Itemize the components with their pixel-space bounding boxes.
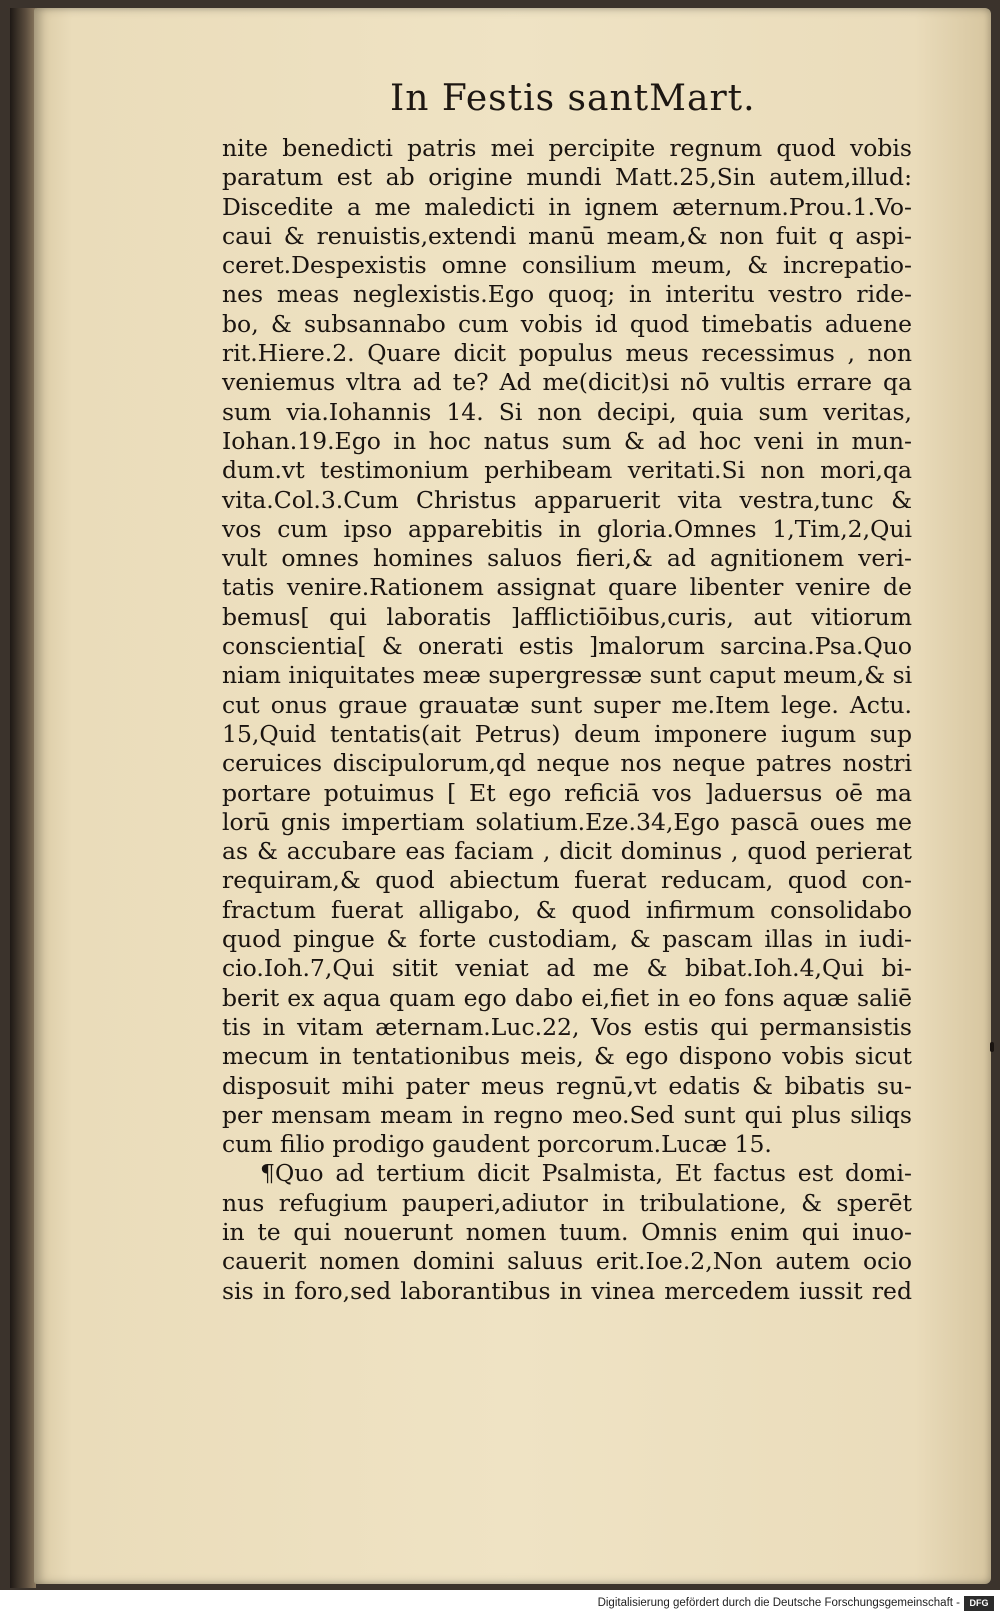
- text-line: 15,Quid tentatis(ait Petrus) deum imponere iugum sup: [222, 719, 912, 748]
- text-line: Discedite a me maledicti in ignem æternum.Prou.1.Vo-: [222, 192, 912, 221]
- text-line: cum filio prodigo gaudent porcorum.Lucæ 15.: [222, 1130, 772, 1159]
- running-head: In Festis santMart.: [390, 78, 756, 119]
- funding-credit: Digitalisierung gefördert durch die Deutsche Forschungsgemeinschaft -: [597, 1597, 960, 1609]
- page-edge-mark: [990, 1042, 994, 1052]
- text-line: ¶Quo ad tertium dicit Psalmista, Et factus est domi-: [260, 1159, 912, 1188]
- text-line: nes meas neglexistis.Ego quoq; in interitu vestro ride-: [222, 280, 912, 309]
- text-line: nus refugium pauperi,adiutor in tribulatione, & sperēt: [222, 1188, 912, 1217]
- text-line: per mensam meam in regno meo.Sed sunt qui plus siliqs: [222, 1100, 912, 1129]
- text-line: caui & renuistis,extendi manū meam,& non fuit q aspi-: [222, 221, 912, 250]
- text-line: disposuit mihi pater meus regnū,vt edatis & bibatis su-: [222, 1071, 912, 1100]
- body-text: [222, 134, 912, 1306]
- footer-bar: [0, 1594, 1000, 1615]
- text-line: in te qui nouerunt nomen tuum. Omnis enim qui inuo-: [222, 1217, 912, 1246]
- text-line: portare potuimus [ Et ego reficiā vos ]aduersus oē ma: [222, 778, 912, 807]
- text-line: cauerit nomen domini saluus erit.Ioe.2,Non autem ocio: [222, 1247, 912, 1276]
- text-line: sis in foro,sed laborantibus in vinea mercedem iussit red: [222, 1276, 912, 1305]
- text-line: lorū gnis impertiam solatium.Eze.34,Ego pascā oues me: [222, 807, 912, 836]
- text-line: quod pingue & forte custodiam, & pascam illas in iudi-: [222, 925, 912, 954]
- text-line: bemus[ qui laboratis ]afflictiōibus,curis, aut vitiorum: [222, 602, 912, 631]
- text-line: fractum fuerat alligabo, & quod infirmum consolidabo: [222, 895, 912, 924]
- text-line: ceret.Despexistis omne consilium meum, & increpatio-: [222, 251, 912, 280]
- text-line: dum.vt testimonium perhibeam veritati.Si non mori,qa: [222, 456, 912, 485]
- text-line: mecum in tentationibus meis, & ego dispono vobis sicut: [222, 1042, 912, 1071]
- text-line: sum via.Iohannis 14. Si non decipi, quia sum veritas,: [222, 397, 912, 426]
- book-gutter-shadow: [10, 8, 36, 1588]
- text-line: veniemus vltra ad te? Ad me(dicit)si nō vultis errare qa: [222, 368, 912, 397]
- text-line: vult omnes homines saluos fieri,& ad agnitionem veri-: [222, 544, 912, 573]
- text-line: cut onus graue grauatæ sunt super me.Item lege. Actu.: [222, 690, 912, 719]
- text-line: niam iniquitates meæ supergressæ sunt caput meum,& si: [222, 661, 913, 690]
- text-line: rit.Hiere.2. Quare dicit populus meus recessimus , non: [222, 339, 912, 368]
- text-line: paratum est ab origine mundi Matt.25,Sin autem,illud:: [222, 163, 912, 192]
- text-line: as & accubare eas faciam , dicit dominus , quod perierat: [222, 837, 912, 866]
- text-line: vos cum ipso apparebitis in gloria.Omnes 1,Tim,2,Qui: [222, 514, 912, 543]
- text-line: cio.Ioh.7,Qui sitit veniat ad me & bibat.Ioh.4,Qui bi-: [222, 954, 912, 983]
- text-line: vita.Col.3.Cum Christus apparuerit vita vestra,tunc &: [222, 485, 912, 514]
- text-line: tatis venire.Rationem assignat quare libenter venire de: [222, 573, 912, 602]
- text-line: bo, & subsannabo cum vobis id quod timebatis aduene: [222, 309, 912, 338]
- text-line: berit ex aqua quam ego dabo ei,fiet in eo fons aquæ saliē: [222, 983, 912, 1012]
- text-line: conscientia[ & onerati estis ]malorum sarcina.Psa.Quo: [222, 632, 912, 661]
- text-line: tis in vitam æternam.Luc.22, Vos estis qui permansistis: [222, 1012, 912, 1041]
- text-line: nite benedicti patris mei percipite regnum quod vobis: [222, 134, 912, 162]
- text-line: ceruices discipulorum,qd neque nos neque patres nostri: [222, 749, 912, 778]
- text-line: requiram,& quod abiectum fuerat reducam, quod con-: [222, 866, 912, 895]
- dfg-logo: DFG: [964, 1596, 994, 1611]
- text-line: Iohan.19.Ego in hoc natus sum & ad hoc veni in mun-: [222, 426, 912, 455]
